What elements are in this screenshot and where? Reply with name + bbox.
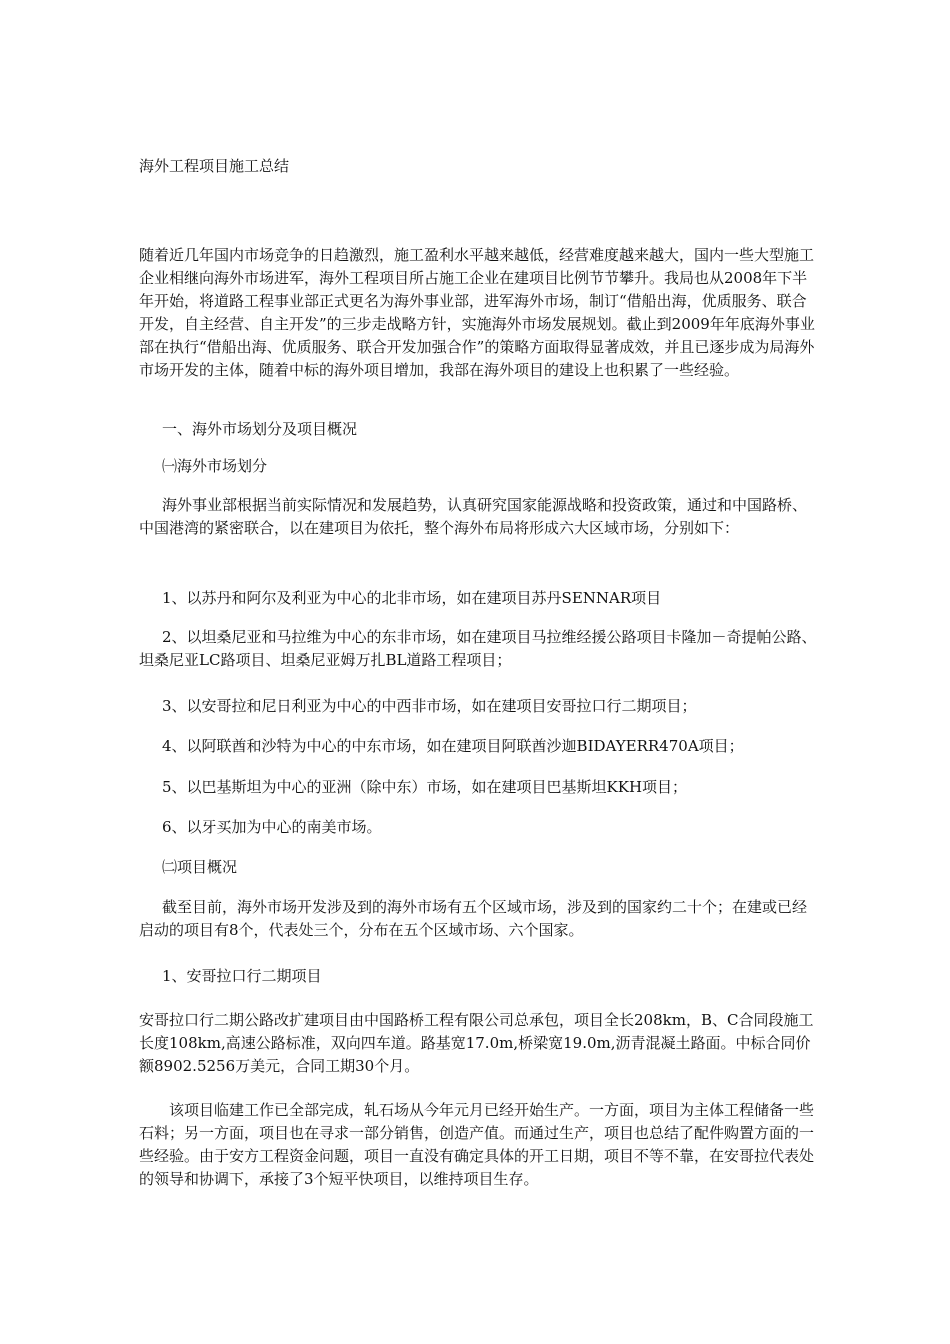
subsection-heading-market: ㈠海外市场划分 (162, 457, 268, 475)
project-heading-angola: 1、安哥拉口行二期项目 (162, 967, 322, 985)
paragraph-intro: 随着近几年国内市场竞争的日趋激烈，施工盈利水平越来越低，经营难度越来越大，国内一些大型施工企业相继向海外市场进军，海外工程项目所占施工企业在建项目比例节节攀升。我局也从2008年下半年开始，将道路工程事业部正式更名为海外事业部，进军海外市场，制订“借船出海，优质服务、联合开发，自主经营、自主开发”的三步走战略方针，实施海外市场发展规划。截止到2009年年底海外事业部在执行“借船出海、优质服务、联合开发加强合作”的策略方面取得显著成效，并且已逐步成为局海外市场开发的主体，随着中标的海外项目增加，我部在海外项目的建设上也积累了一些经验。 (139, 246, 815, 379)
section-heading-1: 一、海外市场划分及项目概况 (162, 420, 358, 438)
paragraph-angola-progress: 该项目临建工作已全部完成，轧石场从今年元月已经开始生产。一方面，项目为主体工程储备一些石料；另一方面，项目也在寻求一部分销售，创造产值。而通过生产，项目也总结了配件购置方面的一些经验。由于安方工程资金问题，项目一直没有确定具体的开工日期，项目不等不靠，在安哥拉代表处的领导和协调下，承接了3个短平快项目，以维持项目生存。 (139, 1101, 815, 1188)
paragraph-angola-project: 安哥拉口行二期公路改扩建项目由中国路桥工程有限公司总承包，项目全长208km，B、C合同段施工长度108km,高速公路标准，双向四车道。路基宽17.0m,桥梁宽19.0m,沥青混凝土路面。中标合同价额8902.5256万美元，合同工期30个月。 (139, 1011, 814, 1075)
list-item-market-6: 6、以牙买加为中心的南美市场。 (162, 818, 382, 836)
paragraph-projects-overview: 截至目前，海外市场开发涉及到的海外市场有五个区域市场，涉及到的国家约二十个；在建或已经启动的项目有8个，代表处三个，分布在五个区域市场、六个国家。 (139, 898, 808, 939)
subsection-heading-projects: ㈡项目概况 (162, 858, 238, 876)
list-item-market-4: 4、以阿联酋和沙特为中心的中东市场，如在建项目阿联酋沙迦BIDAYERR470A项目； (162, 737, 744, 755)
list-item-market-5: 5、以巴基斯坦为中心的亚洲（除中东）市场，如在建项目巴基斯坦KKH项目； (162, 778, 688, 796)
list-item-market-1: 1、以苏丹和阿尔及利亚为中心的北非市场，如在建项目苏丹SENNAR项目 (162, 589, 662, 607)
list-item-market-3: 3、以安哥拉和尼日利亚为中心的中西非市场，如在建项目安哥拉口行二期项目； (162, 697, 697, 715)
paragraph-market-division: 海外事业部根据当前实际情况和发展趋势，认真研究国家能源战略和投资政策，通过和中国路桥、中国港湾的紧密联合，以在建项目为依托，整个海外布局将形成六大区域市场，分别如下： (139, 496, 808, 537)
list-item-market-2: 2、以坦桑尼亚和马拉维为中心的东非市场，如在建项目马拉维经援公路项目卡隆加－奇提帕公路、坦桑尼亚LC路项目、坦桑尼亚姆万扎BL道路工程项目； (139, 628, 817, 669)
document-title: 海外工程项目施工总结 (139, 157, 290, 175)
